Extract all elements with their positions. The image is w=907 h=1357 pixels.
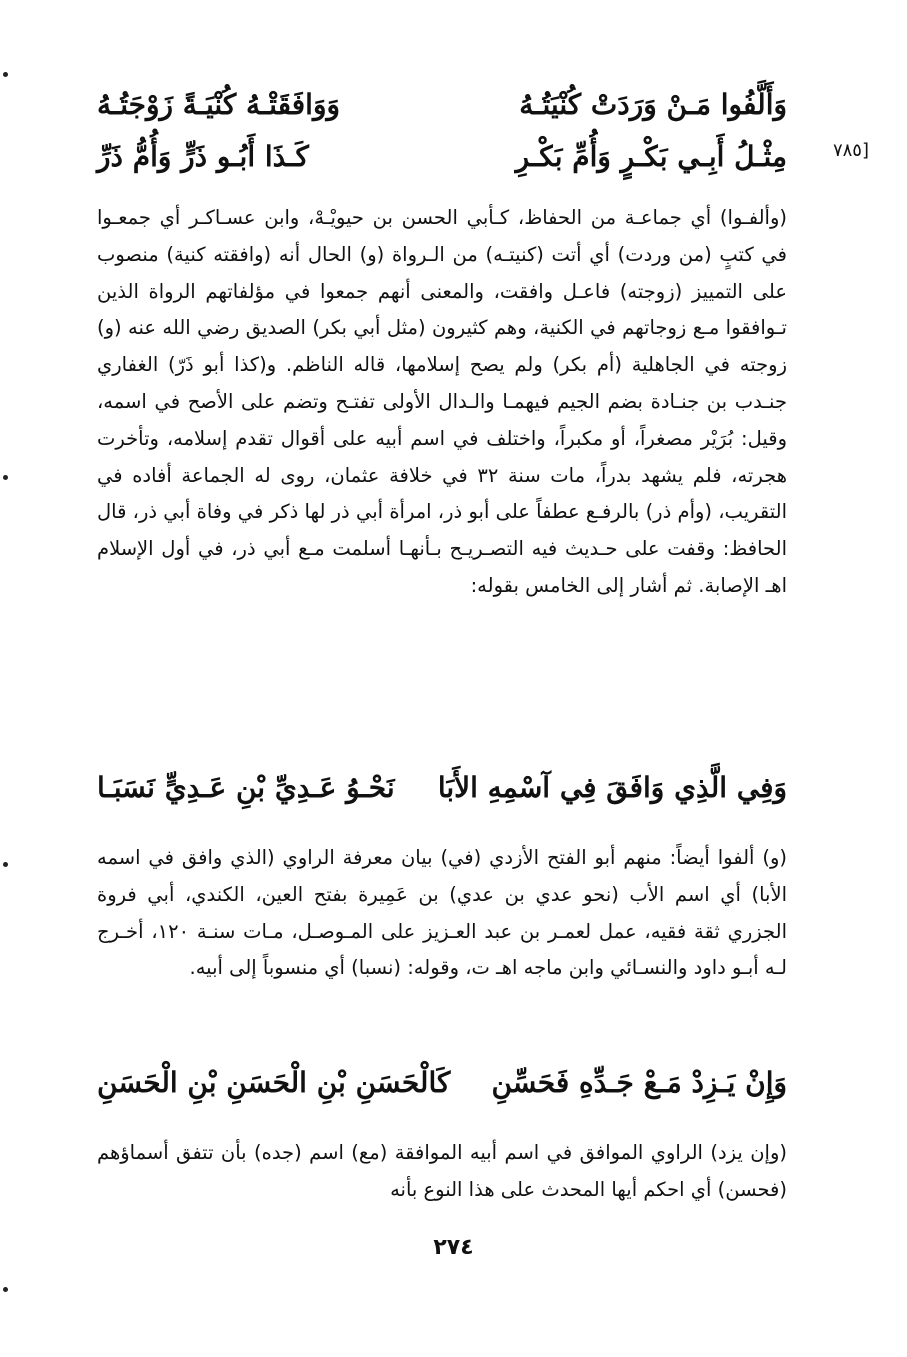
commentary-paragraph-2: (و) ألفوا أيضاً: منهم أبو الفتح الأزدي (في) بيان معرفة الراوي (الذي وافق في اسمه الأبا) أي اسم الأب (نحو عدي بن عدي) بن عَمِيرة بفتح العين، الكندي، أبي فروة الجزري ثقة فقيه، عمل لعمـر بن عبد العـزيز على المـوصـل، مـات سنـة ١٢٠، أخـرج لـه أبـو داود والنسـائي وابن ماجه اهـ ت، وقوله: (نسبا) أي منسوباً إلى أبيه. — [97, 846, 788, 980]
verse-line-3 — [97, 763, 787, 813]
scan-mark — [3, 72, 8, 77]
verse-3-first-hemistich: وَفِي الَّذِي وَافَقَ فِي آسْمِهِ الأَبَا — [437, 771, 787, 804]
verse-2-second-hemistich: كَـذَا أَبُـو ذَرٍّ وَأُمُّ ذَرِّ — [97, 140, 309, 173]
scan-mark — [3, 862, 8, 867]
commentary-paragraph-3: (وإن يزد) الراوي الموافق في اسم أبيه الموافقة (مع) اسم (جده) بأن تتفق أسماؤهم (فحسن) أي احكم أيها المحدث على هذا النوع بأنه — [97, 1141, 787, 1201]
verse-line-4 — [97, 1058, 787, 1108]
page-number: ٢٧٤ — [433, 1235, 474, 1260]
verse-number: [٧٨٥ — [832, 140, 869, 161]
scan-mark — [3, 1287, 8, 1292]
verse-4-first-hemistich: وَإِنْ يَـزِدْ مَـعْ جَـدِّهِ فَحَسِّنِ — [491, 1066, 787, 1099]
verse-2-first-hemistich: مِثْـلُ أَبِـي بَكْـرٍ وَأُمِّ بَكْـرِ — [515, 140, 787, 173]
scan-mark — [3, 475, 8, 480]
commentary-paragraph-1: (وألفـوا) أي جماعـة من الحفاظ، كـأبي الحسن بن حيويْـهْ، وابن عسـاكـر أي جمعـوا في كتبٍ (من وردت) أي أتت (كنيتـه) من الـرواة (و) الحال أنه (وافقته كنية) منصوب على التمييز (زوجته) فاعـل وافقت، والمعنى أنهم جمعوا في مؤلفاتهم الرواة الذين تـوافقوا مـع زوجاتهم في الكنية، وهم كثيرون (مثل أبي بكر) الصديق رضي الله عنه (و) زوجته في الجاهلية (أم بكر) ولم يصح إسلامها، قاله الناظم. و(كذا أبو ذَرّ) الغفاري جنـدب بن جنـادة بضم الجيم فيهمـا والـدال الأولى تفتـح وتضم على الأصح في اسمه، وقيل: بُرَيْر مصغراً، أو مكبراً، واختلف في اسم أبيه على أقوال تقدم إسلامه، وتأخرت هجرته، فلم يشهد بدراً، مات سنة ٣٢ في خلافة عثمان، روى له الجماعة أفاده في التقريب، (وأم ذر) بالرفـع عطفاً على أبو ذر، امرأة أبي ذر لها ذكر في وفاة أبي ذر، قال الحافظ: وقفت على حـديث فيه التصـريـح بـأنهـا أسلمت مـع أبي ذر، في أول الإسلام اهـ الإصابة. ثم أشار إلى الخامس بقوله: — [97, 206, 787, 597]
verse-line-2 — [97, 132, 787, 182]
verse-line-1 — [97, 80, 787, 130]
verse-1-first-hemistich: وَأَلَّفُوا مَـنْ وَرَدَتْ كُنْيَتُـهُ — [519, 88, 787, 121]
verse-3-second-hemistich: نَحْـوُ عَـدِيِّ بْنِ عَـدِيٍّ نَسَبَـا — [97, 771, 395, 804]
verse-4-second-hemistich: كَالْحَسَنِ بْنِ الْحَسَنِ بْنِ الْحَسَنِ — [97, 1066, 451, 1099]
verse-1-second-hemistich: وَوَافَقَتْـهُ كُنْيَـةً زَوْجَتُـهُ — [97, 88, 340, 121]
